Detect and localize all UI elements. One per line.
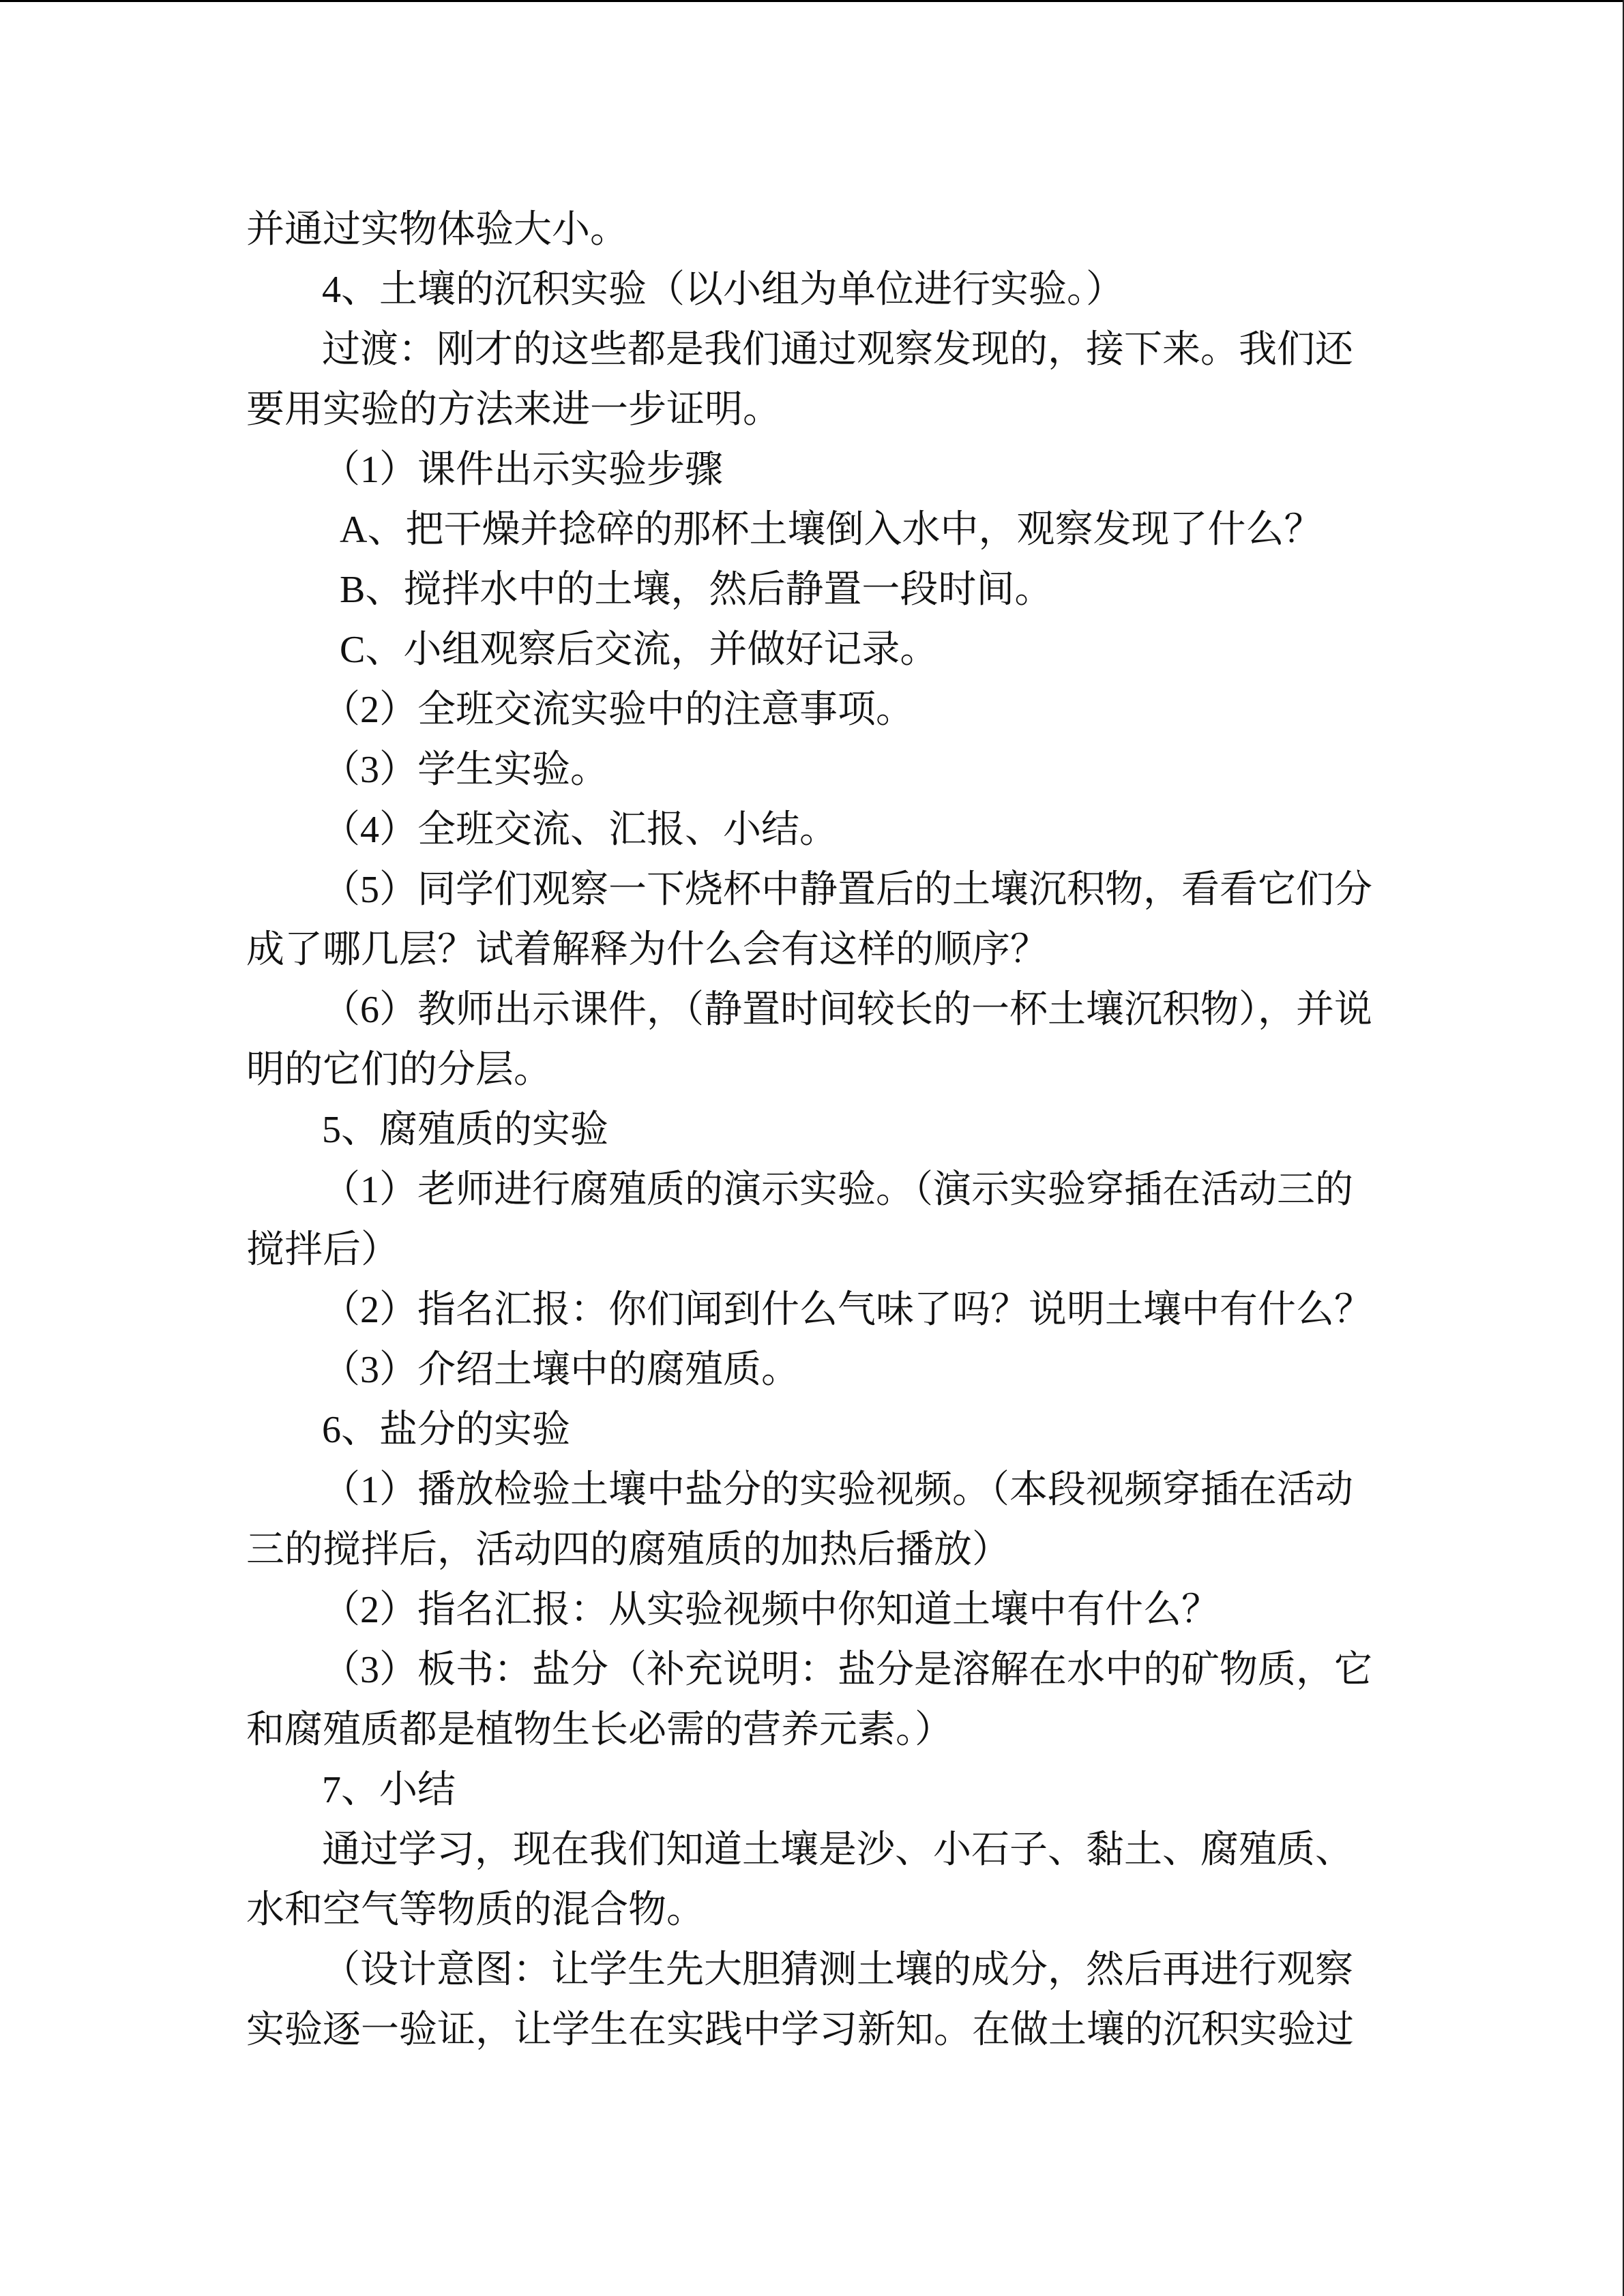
text-line: 搅拌后） [246,1229,399,1271]
text-line: 明的它们的分层。 [246,1049,552,1091]
list-item [0,1340,1624,1400]
text-line: 通过学习，现在我们知道土壤是沙、小石子、黏土、腐殖质、 [322,1829,1353,1871]
text-line: 并通过实物体验大小。 [246,209,628,251]
page-top-border [0,0,1624,2]
list-item [0,740,1624,800]
text-line: （1）课件出示实验步骤 [322,449,723,491]
text-line: （2）指名汇报：从实验视频中你知道土壤中有什么？ [322,1589,1220,1631]
list-item [0,800,1624,860]
document-body [0,200,1624,2060]
text-line: 三的搅拌后，活动四的腐殖质的加热后播放） [246,1529,1010,1571]
text-line: B、搅拌水中的土壤，然后静置一段时间。 [340,569,1053,611]
text-line: （2）全班交流实验中的注意事项。 [322,689,914,731]
text-line: C、小组观察后交流，并做好记录。 [340,629,939,671]
list-item [0,860,1624,980]
text-line: 过渡：刚才的这些都是我们通过观察发现的，接下来。我们还 [322,329,1353,371]
list-item [0,1280,1624,1340]
section-heading [0,1400,1624,1460]
list-item [0,1580,1624,1640]
section-heading [0,1760,1624,1820]
text-line: （6）教师出示课件，（静置时间较长的一杯土壤沉积物），并说 [322,989,1372,1031]
text-line: （1）播放检验土壤中盐分的实验视频。（本段视频穿插在活动 [322,1469,1353,1511]
text-line: 要用实验的方法来进一步证明。 [246,389,781,431]
paragraph [0,320,1624,440]
text-line: A、把干燥并捻碎的那杯土壤倒入水中，观察发现了什么？ [340,509,1323,551]
text-line: （2）指名汇报：你们闻到什么气味了吗？说明土壤中有什么？ [322,1289,1372,1331]
list-item [0,680,1624,740]
text-line: （3）学生实验。 [322,749,608,791]
text-line: （5）同学们观察一下烧杯中静置后的土壤沉积物，看看它们分 [322,869,1372,911]
text-line: 6、盐分的实验 [322,1409,570,1451]
list-item [0,1160,1624,1280]
text-line: （3）介绍土壤中的腐殖质。 [322,1349,799,1391]
text-line: 水和空气等物质的混合物。 [246,1889,705,1931]
paragraph [0,1940,1624,2060]
text-line: （3）板书：盐分（补充说明：盐分是溶解在水中的矿物质，它 [322,1649,1372,1691]
text-line: 实验逐一验证，让学生在实践中学习新知。在做土壤的沉积实验过 [246,2009,1354,2051]
list-item [0,980,1624,1100]
section-heading [0,260,1624,320]
text-line: （设计意图：让学生先大胆猜测土壤的成分，然后再进行观察 [322,1949,1353,1991]
list-item [0,440,1624,500]
paragraph [0,200,1624,260]
text-line: 和腐殖质都是植物生长必需的营养元素。） [246,1709,953,1751]
list-item [0,1640,1624,1760]
text-line: 4、土壤的沉积实验（以小组为单位进行实验。） [322,269,1124,311]
text-line: （4）全班交流、汇报、小结。 [322,809,838,851]
list-item [0,1460,1624,1580]
text-line: （1）老师进行腐殖质的演示实验。（演示实验穿插在活动三的 [322,1169,1353,1211]
paragraph [0,1820,1624,1940]
text-line: 7、小结 [322,1769,456,1811]
step-item [0,560,1624,620]
step-item [0,620,1624,680]
step-item [0,500,1624,560]
section-heading [0,1100,1624,1160]
text-line: 5、腐殖质的实验 [322,1109,608,1151]
text-line: 成了哪几层？试着解释为什么会有这样的顺序？ [246,929,1048,971]
